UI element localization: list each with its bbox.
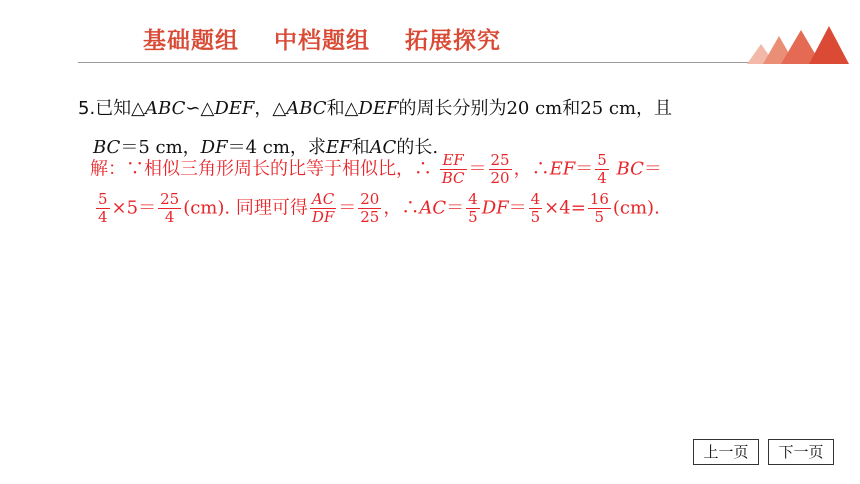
fraction-20-25 <box>358 191 381 226</box>
solution-line-1 <box>90 152 662 187</box>
segment-df: DF <box>200 137 228 158</box>
fraction-denominator: 4 <box>164 208 175 226</box>
fraction-denominator: DF <box>311 208 335 226</box>
tab-basic[interactable]: 基础题组 <box>143 28 239 54</box>
fraction-denominator: 5 <box>530 208 541 226</box>
fraction-numerator: 5 <box>98 190 108 208</box>
equals-sign: ＝ <box>338 197 357 219</box>
solution-text: ×5＝ <box>111 197 157 219</box>
fraction-25-20 <box>489 152 512 187</box>
problem-text: ＝4 cm，求 <box>227 137 326 158</box>
triangle-abc: ABC <box>286 98 327 119</box>
equals-sign: ＝ <box>643 158 662 180</box>
fraction-denominator: 20 <box>490 169 510 187</box>
fraction-denominator: 4 <box>98 208 108 226</box>
triangle-def: DEF <box>214 98 255 119</box>
segment-ef: EF <box>325 137 352 158</box>
equals-sign: ＝ <box>508 197 527 219</box>
fraction-ac-df <box>310 191 336 226</box>
fraction-denominator: 25 <box>360 208 380 226</box>
problem-text: 的长. <box>396 137 439 158</box>
solution-text: ，∴ <box>383 197 420 219</box>
segment-ac: AC <box>419 197 447 219</box>
problem-line-1 <box>78 94 672 120</box>
fraction-numerator: 5 <box>597 151 607 169</box>
fraction-numerator: 25 <box>490 151 510 169</box>
fraction-numerator: 16 <box>589 190 609 208</box>
fraction-5-4 <box>595 152 609 187</box>
problem-text: 已知△ <box>95 98 146 119</box>
fraction-ef-bc <box>440 152 467 187</box>
segment-ef: EF <box>549 158 576 180</box>
equals-sign: ＝ <box>446 197 465 219</box>
problem-number: 5. <box>78 98 96 119</box>
solution-text: ×4= <box>544 197 586 219</box>
fraction-numerator: EF <box>440 152 467 170</box>
similar-symbol: ∽△ <box>185 98 215 119</box>
fraction-5-4 <box>96 191 110 226</box>
problem-text: ＝5 cm， <box>120 137 201 158</box>
fraction-numerator: AC <box>310 191 336 209</box>
fraction-4-5 <box>529 191 543 226</box>
problem-text: ，△ <box>254 98 287 119</box>
problem-text: 和 <box>351 137 370 158</box>
problem-text: 和△ <box>326 98 359 119</box>
segment-df: DF <box>481 197 509 219</box>
prev-page-button[interactable]: 上一页 <box>693 439 759 465</box>
fraction-numerator: 4 <box>530 190 541 208</box>
tab-extension[interactable]: 拓展探究 <box>405 28 501 54</box>
segment-bc: BC <box>93 137 121 158</box>
tab-intermediate[interactable]: 中档题组 <box>274 28 370 54</box>
fraction-25-4 <box>158 191 181 226</box>
next-page-button[interactable]: 下一页 <box>768 439 834 465</box>
triangle-abc: ABC <box>145 98 186 119</box>
solution-text: 解：∵相似三角形周长的比等于相似比，∴ <box>90 158 432 180</box>
fraction-numerator: 4 <box>468 190 478 208</box>
solution-text: ，∴ <box>513 158 550 180</box>
triangle-def: DEF <box>358 98 399 119</box>
segment-ac: AC <box>369 137 397 158</box>
equals-sign: ＝ <box>468 158 487 180</box>
fraction-denominator: 4 <box>597 169 607 187</box>
solution-text: (cm). 同理可得 <box>183 197 308 219</box>
fraction-numerator: 20 <box>360 190 380 208</box>
fraction-16-5 <box>588 191 611 226</box>
fraction-numerator: 25 <box>160 190 180 208</box>
fraction-denominator: 5 <box>594 208 605 226</box>
fraction-4-5 <box>466 191 480 226</box>
solution-line-2 <box>94 191 660 226</box>
solution-text: (cm). <box>612 197 660 219</box>
equals-sign: ＝ <box>575 158 594 180</box>
fraction-denominator: BC <box>441 169 465 187</box>
problem-text: 的周长分别为20 cm和25 cm，且 <box>398 98 673 119</box>
segment-bc: BC <box>616 158 644 180</box>
fraction-denominator: 5 <box>468 208 478 226</box>
